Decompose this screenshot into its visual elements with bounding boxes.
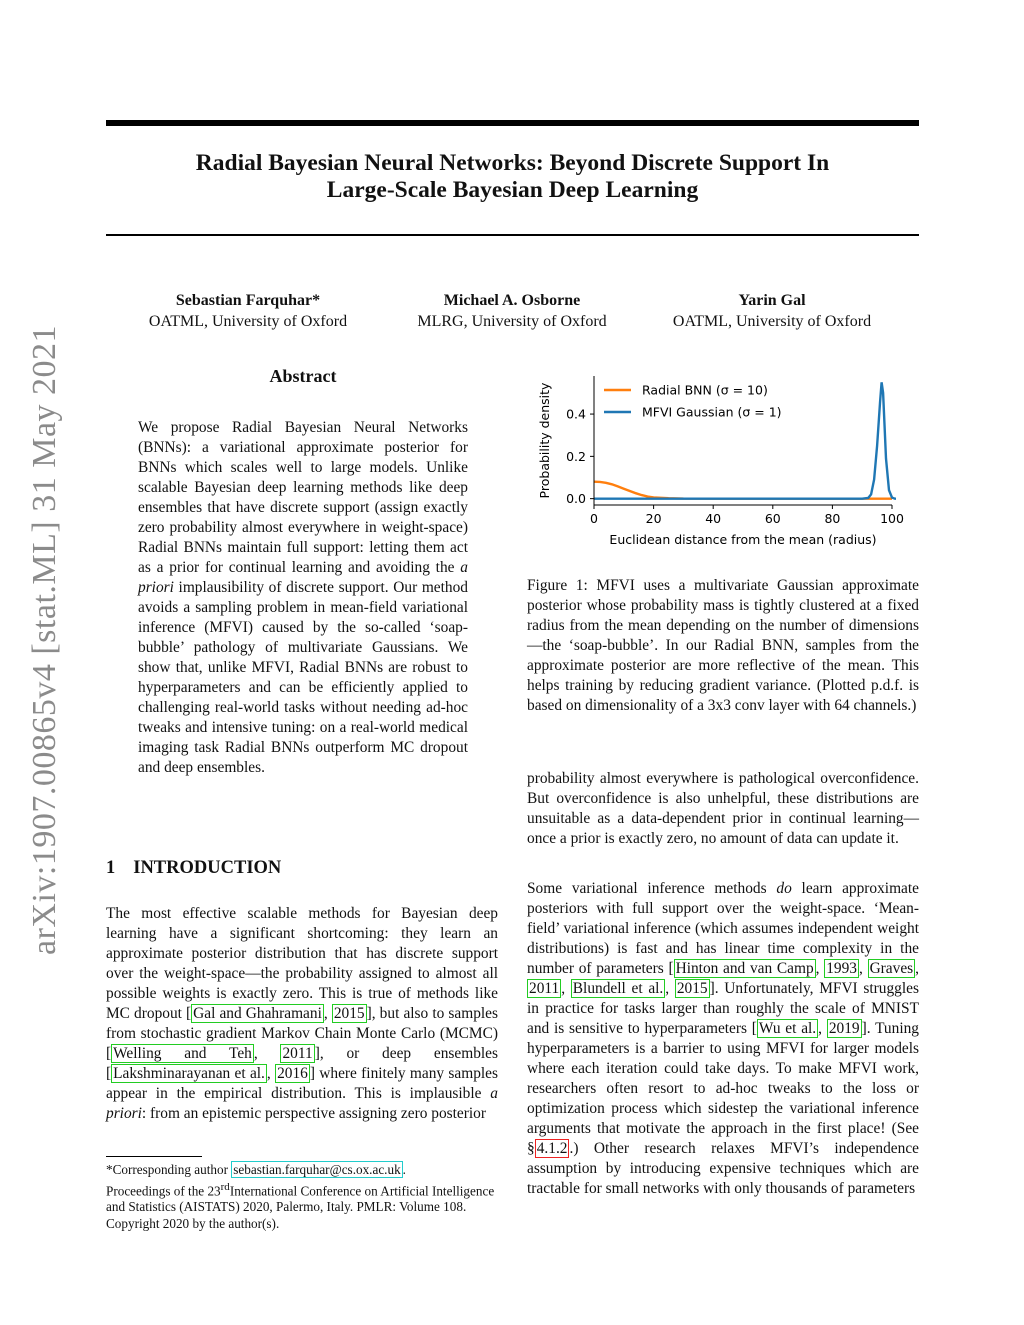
email-link[interactable]: sebastian.farquhar@cs.ox.ac.uk xyxy=(233,1162,401,1177)
top-rule xyxy=(106,120,919,126)
section-title: INTRODUCTION xyxy=(133,858,282,878)
body-text: ], but also to samples from stochastic gradient Markov Chain Monte Carlo (MCMC) [ xyxy=(106,1005,498,1062)
body-text: , xyxy=(815,960,825,977)
title-line-1: Radial Bayesian Neural Networks: Beyond Discrete Support In xyxy=(195,150,830,176)
citation-link[interactable]: Blundell et al. xyxy=(572,980,664,997)
citation-link[interactable]: 1993 xyxy=(826,960,857,977)
section-ref-link[interactable]: 4.1.2 xyxy=(536,1140,568,1157)
abstract-emphasis: a priori xyxy=(138,559,468,596)
author-3 xyxy=(642,290,902,332)
citation-link[interactable]: 2011 xyxy=(282,1045,313,1062)
footnote-text: . xyxy=(402,1162,406,1177)
footnote-text: *Corresponding author xyxy=(106,1162,232,1177)
author-name: Yarin Gal xyxy=(738,292,806,309)
citation-link[interactable]: Wu et al. xyxy=(758,1020,817,1037)
x-tick-label: 100 xyxy=(880,511,904,526)
citation-link[interactable]: 2016 xyxy=(277,1065,308,1082)
abstract-body xyxy=(138,418,468,778)
footnote-text: Proceedings of the 23 xyxy=(106,1182,221,1198)
abstract-text: implausibility of discrete support. Our method avoids a sampling problem in mean-field variational inference (MFVI) caused by the so-called ‘soap-bubble’ pathology of multivariate Gaussians. We show that, unlike MFVI, Radial BNNs are robust to hyperparameters and can be efficiently applied to challenging real-world tasks without needing ad-hoc tweaks and intensive tuning: on a real-world medical imaging task Radial BNNs outperform MC dropout and deep ensembles. xyxy=(138,579,468,776)
citation-link[interactable]: 2011 xyxy=(529,980,560,997)
body-text: ] where finitely many samples appear in the empirical distribution. This is implausible xyxy=(106,1065,498,1102)
legend xyxy=(604,383,782,420)
x-tick-label: 20 xyxy=(645,511,662,526)
intro-paragraph xyxy=(106,904,498,1124)
x-tick-label: 40 xyxy=(705,511,722,526)
author-affiliation: OATML, University of Oxford xyxy=(148,313,348,330)
series-line-radial-bnn xyxy=(594,482,892,499)
arxiv-stamp: arXiv:1907.00865v4 [stat.ML] 31 May 2021 xyxy=(26,324,63,955)
body-text: .) Other research relaxes MFVI’s independence assumption by introducing expensive techniques which are tractable for small networks with only thousands of parameters xyxy=(527,1140,919,1197)
x-tick-label: 60 xyxy=(764,511,781,526)
section-number: 1 xyxy=(106,858,116,878)
abstract-text: We propose Radial Bayesian Neural Networks (BNNs): a variational approximate posterior for BNNs which scales well to large models. Unlike scalable Bayesian deep learning methods like deep ensembles that have discrete support (assign exactly zero probability almost everywhere in weight-space) Radial BNNs maintain full support: letting them act as a prior for continual learning and avoiding the xyxy=(138,419,468,576)
citation-link[interactable]: Lakshminarayanan et al. xyxy=(113,1065,265,1082)
author-affiliation: MLRG, University of Oxford xyxy=(417,313,607,330)
x-tick-label: 80 xyxy=(824,511,841,526)
section-heading xyxy=(106,858,299,879)
body-text: , xyxy=(818,1020,827,1037)
footnote xyxy=(106,1162,506,1232)
body-text: Some variational inference methods xyxy=(527,880,777,897)
series-line-mfvi-gaussian xyxy=(594,382,896,498)
body-text: , xyxy=(561,980,571,997)
author-1 xyxy=(118,290,378,332)
title-rule xyxy=(106,234,919,236)
citation-link[interactable]: Welling and Teh xyxy=(113,1045,252,1062)
body-text: The most effective scalable methods for Bayesian deep learning have a significant shortcoming: they learn an approximate posterior distribution that has discrete support over the weight-space—the probability assigned to almost all possible weights is exactly zero. This is true of methods like MC dropout [ xyxy=(106,905,498,1022)
body-text: , xyxy=(266,1065,276,1082)
citation-link[interactable]: Graves xyxy=(869,960,914,977)
author-name: Sebastian Farquhar* xyxy=(175,292,321,309)
right-paragraph-2 xyxy=(527,879,919,1199)
figure-caption: Figure 1: MFVI uses a multivariate Gaussian approximate posterior whose probability mass is tightly clustered at a fixed radius from the mean depending on the number of dimensions—the ‘soap-bubble’. In our Radial BNN, samples from the approximate posterior are more reflective of the mean. This helps training by reducing gradient variance. (Plotted p.d.f. is based on dimensionality of a 3x3 conv layer with 64 channels.) xyxy=(527,577,919,714)
author-2 xyxy=(382,290,642,332)
citation-link[interactable]: Hinton and van Camp xyxy=(675,960,814,977)
footnote-text: International Conference on Artificial Intelligence and Statistics (AISTATS) 2020, Palermo, Italy. PMLR: Volume 108. Copyright 2020 by the author(s). xyxy=(106,1182,495,1231)
body-emphasis: do xyxy=(776,880,792,897)
legend-label-radial-bnn: Radial BNN (σ = 10) xyxy=(642,382,768,398)
y-tick-label: 0.4 xyxy=(566,406,586,422)
figure-1-chart xyxy=(527,368,927,568)
y-tick-label: 0.0 xyxy=(566,491,586,507)
body-emphasis: a priori xyxy=(106,1085,498,1122)
x-tick-label: 0 xyxy=(590,511,598,526)
legend-label-mfvi-gaussian: MFVI Gaussian (σ = 1) xyxy=(642,404,782,420)
title-line-2: Large-Scale Bayesian Deep Learning xyxy=(326,177,699,203)
y-tick-label: 0.2 xyxy=(566,448,586,464)
citation-link[interactable]: 2015 xyxy=(676,980,708,997)
body-text: , xyxy=(323,1005,332,1022)
x-axis-label: Euclidean distance from the mean (radius) xyxy=(609,532,877,547)
right-paragraph-1: probability almost everywhere is pathological overconfidence. But overconfidence is also unhelpful, these distributions are unsuitable as a data-dependent prior in continual learning—once a prior is exactly zero, no amount of data can update it. xyxy=(527,770,919,847)
paper-title xyxy=(106,150,919,204)
author-name: Michael A. Osborne xyxy=(443,292,581,309)
footnote-rule xyxy=(106,1156,202,1157)
body-text: learn approximate posteriors with full support over the weight-space. ‘Mean-field’ variational inference (which assumes independent weight distributions) is fast and has linear time complexity in the number of parameters [ xyxy=(527,880,919,977)
citation-link[interactable]: 2015 xyxy=(333,1005,365,1022)
footnote-superscript: rd xyxy=(220,1180,230,1193)
citation-link[interactable]: 2019 xyxy=(828,1020,860,1037)
body-text: ]. Tuning hyperparameters is a barrier to using MFVI for larger models where each iteration could take days. To make MFVI work, researchers often resort to ad-hoc tweaks to the loss or optimization process which sidestep the variational inference arguments that motivate the approach in the first place! (See § xyxy=(527,1020,919,1157)
body-text: ], or deep ensembles [ xyxy=(106,1045,498,1082)
citation-link[interactable]: Gal and Ghahramani xyxy=(193,1005,322,1022)
body-text: ]. Unfortunately, MFVI struggles in practice for tasks larger than roughly the scale of MNIST and is sensitive to hyperparameters [ xyxy=(527,980,919,1037)
body-text: , xyxy=(665,980,675,997)
y-axis-label: Probability density xyxy=(537,382,552,499)
body-text: : from an epistemic perspective assigning zero posterior xyxy=(141,1105,486,1122)
body-text: , xyxy=(253,1045,281,1062)
author-affiliation: OATML, University of Oxford xyxy=(672,313,872,330)
abstract-heading: Abstract xyxy=(269,366,337,386)
body-text: , xyxy=(915,960,920,977)
body-text: , xyxy=(859,960,868,977)
